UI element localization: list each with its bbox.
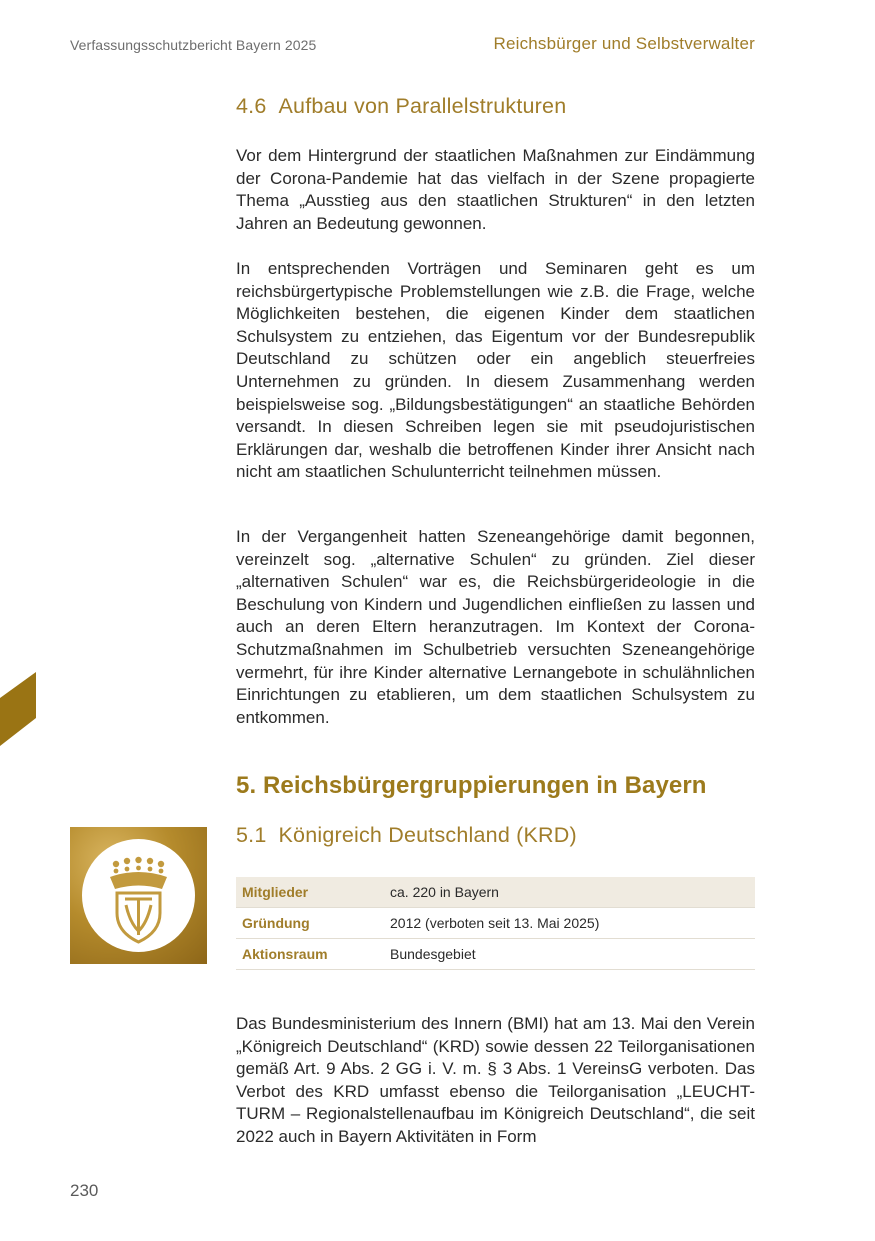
fact-value: ca. 220 in Bayern xyxy=(384,877,755,908)
table-row xyxy=(236,939,755,970)
body-paragraph: In entsprechenden Vorträgen und Seminaren geht es um reichsbürgertypische Problemstellungen wie z.B. die Frage, welche Möglichkeiten bestehen, die eigenen Kinder dem staatlichen Schulsystem zu entziehen, das Eigentum vor der Bundesrepublik Deutschland zu schützen oder ein angeblich steuerfreies Unternehmen zu gründen. In diesem Zusammenhang werden beispielsweise sog. „Bildungsbestätigungen“ an staatliche Behörden versandt. In diesen Schreiben legen sie mit pseudojuristischen Erklärungen dar, weshalb die betroffenen Kinder ihrer Ansicht nach nicht am staatlichen Schulunterricht teilnehmen müssen. xyxy=(236,259,755,482)
table-row xyxy=(236,908,755,939)
section-heading xyxy=(236,94,755,119)
section-5-1-paragraph xyxy=(236,1013,755,1149)
section-heading xyxy=(236,823,755,848)
section-title: Königreich Deutschland (KRD) xyxy=(278,823,577,847)
section-number: 5.1 xyxy=(236,823,267,847)
section-5-heading xyxy=(236,772,755,800)
krd-facts-table xyxy=(236,877,755,970)
section-4-6-paragraph-3 xyxy=(236,526,755,729)
body-paragraph: In der Vergangenheit hatten Szeneangehörige damit begonnen, vereinzelt sog. „alternative Schulen“ zu gründen. Ziel dieser „alternativen Schulen“ war es, die Reichsbürgerideologie in die Beschulung von Kindern und Jugendlichen einfließen zu lassen und auch an deren Eltern heranzutragen. Im Kontext der Corona-Schutzmaßnahmen im Schulbetrieb versuchten Szeneangehörige vermehrt, für ihre Kinder alternative Lernangebote in schulähnlichen Einrichtungen zu etablieren, um dem staatlichen Schulsystem zu entkommen. xyxy=(236,527,755,727)
running-header-publication: Verfassungsschutzbericht Bayern 2025 xyxy=(70,37,317,53)
section-5-1-heading xyxy=(236,823,755,848)
section-title: Aufbau von Parallelstrukturen xyxy=(278,94,567,118)
section-4-6-paragraph-2 xyxy=(236,258,755,484)
section-4-6-heading xyxy=(236,94,755,119)
crown-shield-icon xyxy=(70,827,207,964)
page-number: 230 xyxy=(70,1181,99,1200)
gold-tab-marker-icon xyxy=(0,672,36,746)
fact-label: Gründung xyxy=(236,908,384,939)
body-paragraph: Das Bundesministerium des Innern (BMI) hat am 13. Mai den Verein „Königreich Deutschland“ (KRD) sowie dessen 22 Teilorganisationen gemäß Art. 9 Abs. 2 GG i. V. m. § 3 Abs. 1 VereinsG verboten. Das Verbot des KRD umfasst ebenso die Teilorganisation „LEUCHT-TURM – Regionalstellenaufbau im Königreich Deutschland“, die seit 2022 auch in Bayern Aktivitäten in Form xyxy=(236,1014,755,1146)
section-number: 4.6 xyxy=(236,94,267,118)
fact-value: 2012 (verboten seit 13. Mai 2025) xyxy=(384,908,755,939)
body-paragraph: Vor dem Hintergrund der staatlichen Maßnahmen zur Eindämmung der Corona-Pandemie hat das vielfach in der Szene propagierte Thema „Ausstieg aus den staatlichen Strukturen“ in den letzten Jahren an Bedeutung gewonnen. xyxy=(236,146,755,233)
table-row xyxy=(236,877,755,908)
fact-value: Bundesgebiet xyxy=(384,939,755,970)
fact-label: Mitglieder xyxy=(236,877,384,908)
running-header-chapter: Reichsbürger und Selbstverwalter xyxy=(493,34,755,53)
krd-crown-shield-emblem-icon xyxy=(70,827,207,964)
chapter-heading: 5. Reichsbürgergruppierungen in Bayern xyxy=(236,772,707,799)
fact-label: Aktionsraum xyxy=(236,939,384,970)
section-4-6-paragraph-1 xyxy=(236,145,755,235)
